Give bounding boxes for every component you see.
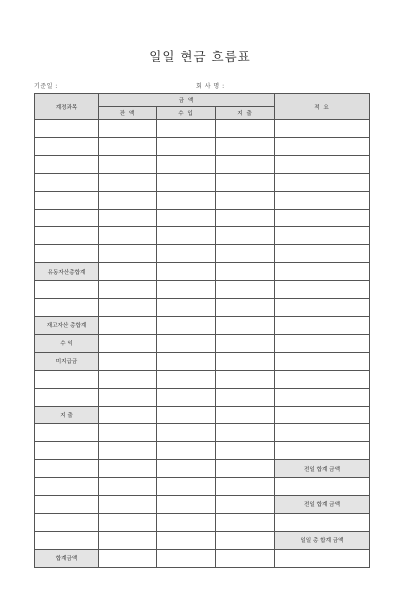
income-cell: [157, 406, 216, 424]
date-label: 기준일 :: [34, 83, 58, 90]
expense-cell: [216, 209, 275, 227]
expense-cell: [216, 299, 275, 317]
table-row: [35, 460, 370, 478]
note-cell: [275, 209, 370, 227]
table-row: [35, 209, 370, 227]
account-cell: [35, 137, 99, 155]
income-cell: [157, 352, 216, 370]
account-cell: 미지급금: [35, 352, 99, 370]
table-row: [35, 173, 370, 191]
income-cell: [157, 513, 216, 531]
expense-cell: [216, 263, 275, 281]
income-cell: [157, 299, 216, 317]
table-row: [35, 424, 370, 442]
expense-cell: [216, 155, 275, 173]
table-row: [35, 442, 370, 460]
balance-cell: [99, 173, 157, 191]
account-cell: [35, 370, 99, 388]
balance-cell: [99, 209, 157, 227]
note-cell: [275, 227, 370, 245]
account-cell: 유동자산총합계: [35, 263, 99, 281]
balance-cell: [99, 316, 157, 334]
table-row: [35, 191, 370, 209]
table-row: [35, 120, 370, 138]
income-cell: [157, 442, 216, 460]
note-cell: [275, 245, 370, 263]
income-cell: [157, 549, 216, 567]
table-row: [35, 370, 370, 388]
expense-cell: [216, 120, 275, 138]
note-cell: [275, 155, 370, 173]
header-income: 수 입: [157, 107, 216, 120]
table-row: [35, 352, 370, 370]
income-cell: [157, 245, 216, 263]
table-row: [35, 155, 370, 173]
note-cell: 전일 합계 금액: [275, 460, 370, 478]
table-row: [35, 281, 370, 299]
balance-cell: [99, 442, 157, 460]
note-cell: [275, 120, 370, 138]
expense-cell: [216, 370, 275, 388]
table-row: [35, 531, 370, 549]
account-cell: [35, 120, 99, 138]
table-row: [35, 549, 370, 567]
header-note: 적 요: [275, 94, 370, 120]
account-cell: [35, 245, 99, 263]
expense-cell: [216, 460, 275, 478]
table-body: [35, 120, 370, 568]
income-cell: [157, 173, 216, 191]
note-cell: [275, 352, 370, 370]
note-cell: 일일 총 합계 금액: [275, 531, 370, 549]
balance-cell: [99, 513, 157, 531]
note-cell: [275, 406, 370, 424]
account-cell: [35, 191, 99, 209]
income-cell: [157, 316, 216, 334]
table-row: [35, 227, 370, 245]
income-cell: [157, 478, 216, 496]
note-cell: [275, 388, 370, 406]
balance-cell: [99, 263, 157, 281]
expense-cell: [216, 352, 275, 370]
expense-cell: [216, 191, 275, 209]
note-cell: [275, 442, 370, 460]
balance-cell: [99, 424, 157, 442]
expense-cell: [216, 496, 275, 514]
income-cell: [157, 209, 216, 227]
company-label: 회 사 명 :: [196, 83, 225, 90]
balance-cell: [99, 334, 157, 352]
table-row: [35, 388, 370, 406]
balance-cell: [99, 352, 157, 370]
account-cell: [35, 227, 99, 245]
note-cell: [275, 334, 370, 352]
cash-flow-table: [34, 93, 370, 568]
account-cell: [35, 478, 99, 496]
account-cell: [35, 209, 99, 227]
table-row: [35, 316, 370, 334]
note-cell: [275, 263, 370, 281]
expense-cell: [216, 245, 275, 263]
income-cell: [157, 120, 216, 138]
expense-cell: [216, 137, 275, 155]
balance-cell: [99, 191, 157, 209]
expense-cell: [216, 442, 275, 460]
note-cell: [275, 370, 370, 388]
table-row: [35, 334, 370, 352]
income-cell: [157, 531, 216, 549]
expense-cell: [216, 316, 275, 334]
note-cell: [275, 478, 370, 496]
table-row: [35, 496, 370, 514]
note-cell: [275, 173, 370, 191]
income-cell: [157, 424, 216, 442]
account-cell: [35, 460, 99, 478]
account-cell: 수 익: [35, 334, 99, 352]
income-cell: [157, 334, 216, 352]
table-row: [35, 513, 370, 531]
note-cell: [275, 191, 370, 209]
income-cell: [157, 263, 216, 281]
expense-cell: [216, 549, 275, 567]
table-row: [35, 263, 370, 281]
note-cell: 전일 합계 금액: [275, 496, 370, 514]
account-cell: [35, 531, 99, 549]
income-cell: [157, 496, 216, 514]
income-cell: [157, 370, 216, 388]
income-cell: [157, 155, 216, 173]
account-cell: [35, 496, 99, 514]
income-cell: [157, 460, 216, 478]
account-cell: 재고자산 총합계: [35, 316, 99, 334]
header-expense: 지 출: [216, 107, 275, 120]
page-title: 일일 현금 흐름표: [149, 49, 251, 64]
balance-cell: [99, 137, 157, 155]
income-cell: [157, 388, 216, 406]
account-cell: [35, 442, 99, 460]
expense-cell: [216, 424, 275, 442]
account-cell: [35, 155, 99, 173]
header-account: 계정과목: [35, 94, 99, 120]
balance-cell: [99, 406, 157, 424]
balance-cell: [99, 460, 157, 478]
expense-cell: [216, 334, 275, 352]
balance-cell: [99, 281, 157, 299]
table-row: [35, 299, 370, 317]
table-row: [35, 478, 370, 496]
note-cell: [275, 137, 370, 155]
expense-cell: [216, 478, 275, 496]
note-cell: [275, 513, 370, 531]
table-row: [35, 406, 370, 424]
expense-cell: [216, 173, 275, 191]
table-row: [35, 245, 370, 263]
balance-cell: [99, 478, 157, 496]
note-cell: [275, 299, 370, 317]
balance-cell: [99, 549, 157, 567]
account-cell: [35, 513, 99, 531]
note-cell: [275, 281, 370, 299]
income-cell: [157, 191, 216, 209]
table-row: [35, 137, 370, 155]
note-cell: [275, 316, 370, 334]
account-cell: [35, 424, 99, 442]
balance-cell: [99, 370, 157, 388]
income-cell: [157, 281, 216, 299]
account-cell: [35, 388, 99, 406]
expense-cell: [216, 513, 275, 531]
balance-cell: [99, 120, 157, 138]
income-cell: [157, 137, 216, 155]
note-cell: [275, 424, 370, 442]
expense-cell: [216, 388, 275, 406]
balance-cell: [99, 245, 157, 263]
expense-cell: [216, 531, 275, 549]
expense-cell: [216, 281, 275, 299]
account-cell: 지 출: [35, 406, 99, 424]
account-cell: 합계금액: [35, 549, 99, 567]
header-balance: 잔 액: [99, 107, 157, 120]
balance-cell: [99, 388, 157, 406]
account-cell: [35, 173, 99, 191]
expense-cell: [216, 406, 275, 424]
balance-cell: [99, 299, 157, 317]
account-cell: [35, 281, 99, 299]
expense-cell: [216, 227, 275, 245]
balance-cell: [99, 496, 157, 514]
account-cell: [35, 299, 99, 317]
income-cell: [157, 227, 216, 245]
header-amount: 금 액: [99, 94, 275, 107]
balance-cell: [99, 155, 157, 173]
balance-cell: [99, 227, 157, 245]
note-cell: [275, 549, 370, 567]
balance-cell: [99, 531, 157, 549]
